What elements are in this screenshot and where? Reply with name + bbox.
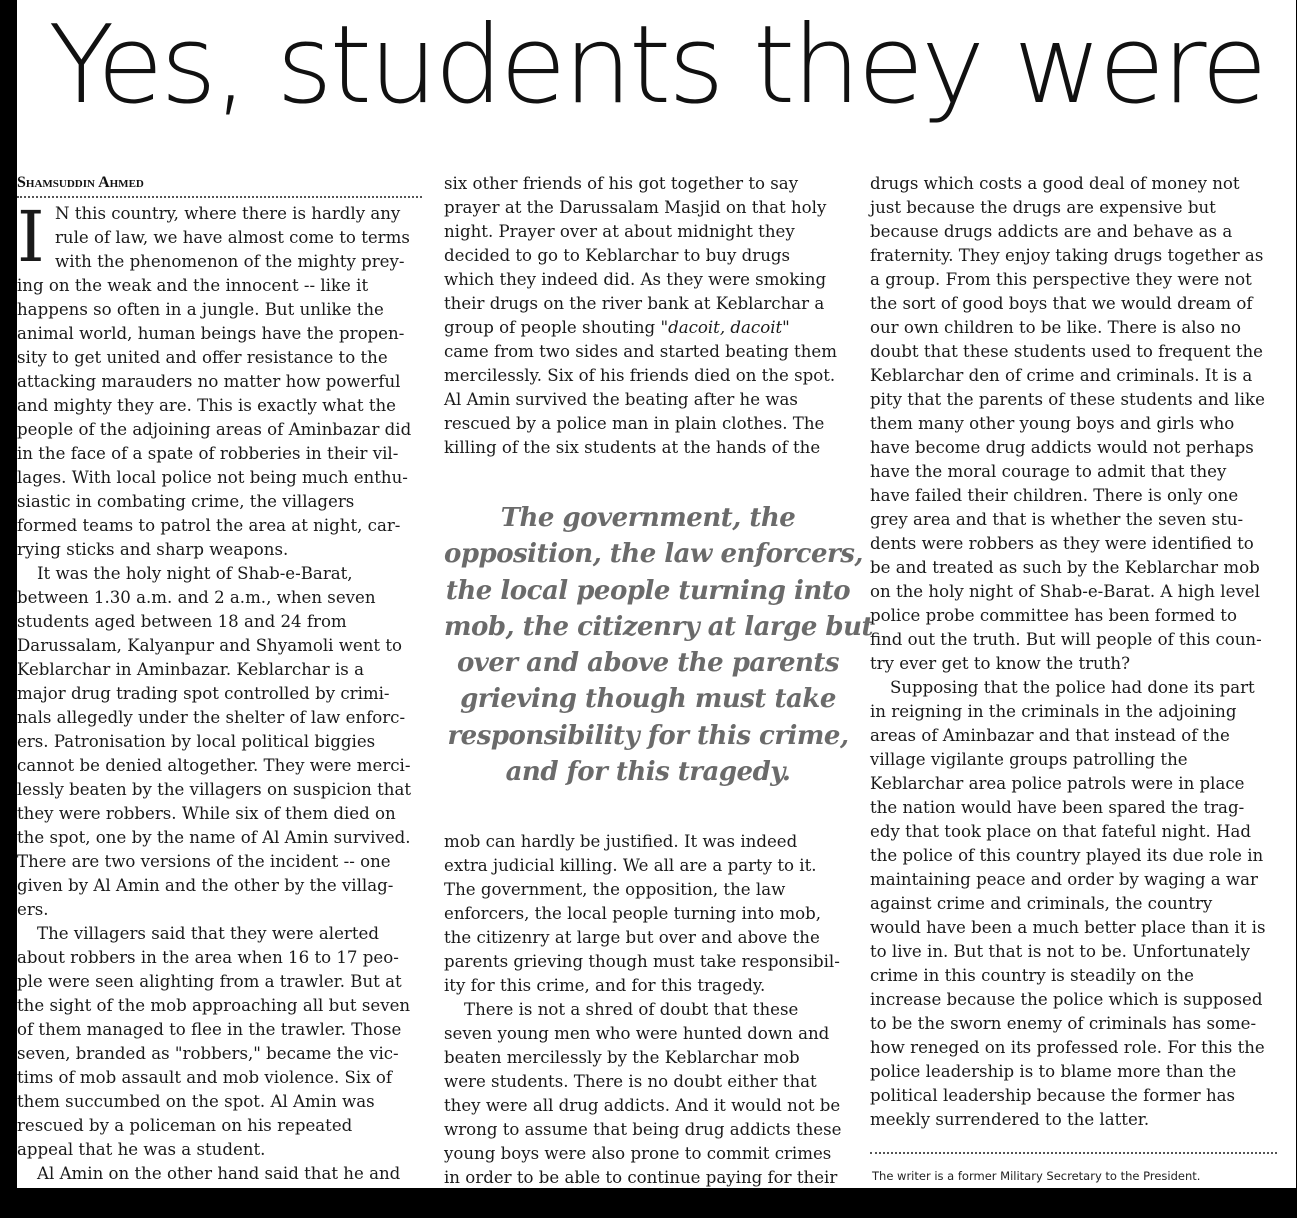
text-line: lessly beaten by the villagers on suspicion that <box>17 780 412 799</box>
text-line: against crime and criminals, the country <box>870 894 1213 913</box>
text-line: lages. With local police not being much enthu- <box>17 468 408 487</box>
text-line: doubt that these students used to frequent the <box>870 342 1263 361</box>
pull-quote-line: The government, the <box>500 503 796 533</box>
text-line: ers. Patronisation by local political biggies <box>17 732 376 751</box>
text-line: Keblarchar in Aminbazar. Keblarchar is a <box>17 660 364 679</box>
text-line: Darussalam, Kalyanpur and Shyamoli went to <box>17 636 403 655</box>
text-line: the sight of the mob approaching all but seven <box>17 996 411 1015</box>
column-2-top <box>444 172 852 460</box>
text-line: ers. <box>17 900 49 919</box>
text-line: wrong to assume that being drug addicts these <box>444 1120 842 1139</box>
text-line: just because the drugs are expensive but <box>870 198 1216 217</box>
text-line: to live in. But that is not to be. Unfortunately <box>870 942 1251 961</box>
text-line: happens so often in a jungle. But unlike the <box>17 300 384 319</box>
text-line: attacking marauders no matter how powerful <box>17 372 401 391</box>
drop-cap: I <box>17 196 45 278</box>
text-line: them many other young boys and girls who <box>870 414 1235 433</box>
text-line: beaten mercilessly by the Keblarchar mob <box>444 1048 800 1067</box>
text-line: increase because the police which is supposed <box>870 990 1263 1009</box>
text-line: Supposing that the police had done its part <box>890 678 1255 697</box>
text-line: rescued by a policeman on his repeated <box>17 1116 353 1135</box>
text-line: mob can hardly be justified. It was indeed <box>444 832 798 851</box>
text-line: ple were seen alighting from a trawler. But at <box>17 972 402 991</box>
text-line: a group. From this perspective they were not <box>870 270 1252 289</box>
text-line: rescued by a police man in plain clothes. The <box>444 414 825 433</box>
text-line: young boys were also prone to commit crimes <box>444 1144 832 1163</box>
pull-quote-line: grieving though must take <box>460 684 836 715</box>
text-line: people of the adjoining areas of Aminbazar did <box>17 420 412 439</box>
text-line: dents were robbers as they were identified to <box>870 534 1254 553</box>
text-line: between 1.30 a.m. and 2 a.m., when seven <box>17 588 376 607</box>
text-line: formed teams to patrol the area at night, car- <box>17 516 401 535</box>
text-line: enforcers, the local people turning into mob, <box>444 904 822 923</box>
text-line: extra judicial killing. We all are a party to it. <box>444 856 817 875</box>
text-line: drugs which costs a good deal of money not <box>870 174 1240 193</box>
text-line: of them managed to flee in the trawler. Those <box>17 1020 402 1039</box>
headline: Yes, students they were <box>48 3 1265 128</box>
text-line: rule of law, we have almost come to terms <box>55 228 410 247</box>
text-line: to be the sworn enemy of criminals has some- <box>870 1014 1257 1033</box>
text-line: grey area and that is whether the seven stu- <box>870 510 1244 529</box>
text-line: prayer at the Darussalam Masjid on that holy <box>444 198 827 217</box>
text-line: killing of the six students at the hands of the <box>444 438 821 457</box>
footnote-divider <box>870 1152 1277 1154</box>
pull-quote-line: responsibility for this crime, <box>447 720 849 751</box>
text-line: about robbers in the area when 16 to 17 peo- <box>17 948 399 967</box>
text-line: cannot be denied altogether. They were merci- <box>17 756 411 775</box>
text-line: the police of this country played its due role in <box>870 846 1264 865</box>
pull-quote-line: and for this tragedy. <box>505 757 791 788</box>
text-line: The government, the opposition, the law <box>444 880 786 899</box>
text-line: nals allegedly under the shelter of law enforc- <box>17 708 406 727</box>
text-line: given by Al Amin and the other by the villag- <box>17 876 394 895</box>
text-fragment: group of people shouting <box>444 318 661 337</box>
text-line: appeal that he was a student. <box>17 1140 266 1159</box>
opening-paragraph <box>17 196 422 562</box>
text-line <box>444 316 852 340</box>
column-1 <box>17 172 422 1186</box>
text-line: would have been a much better place than it is <box>870 918 1266 937</box>
text-line: The villagers said that they were alerted <box>37 924 379 943</box>
text-line: how reneged on its professed role. For this the <box>870 1038 1265 1057</box>
text-line: It was the holy night of Shab-e-Barat, <box>37 564 353 583</box>
text-line: which they indeed did. As they were smoking <box>444 270 827 289</box>
text-line: in order to be able to continue paying for their <box>444 1168 838 1187</box>
text-line: have become drug addicts would not perhaps <box>870 438 1254 457</box>
article-page <box>17 0 1296 1188</box>
text-line: the nation would have been spared the trag- <box>870 798 1245 817</box>
text-line: seven young men who were hunted down and <box>444 1024 830 1043</box>
text-line: six other friends of his got together to say <box>444 174 799 193</box>
text-line: areas of Aminbazar and that instead of the <box>870 726 1230 745</box>
text-line: and mighty they are. This is exactly what the <box>17 396 397 415</box>
text-line: police probe committee has been formed to <box>870 606 1237 625</box>
text-line: meekly surrendered to the latter. <box>870 1110 1150 1129</box>
pull-quote <box>444 500 874 790</box>
text-line: animal world, human beings have the propen- <box>17 324 405 343</box>
text-line: pity that the parents of these students and like <box>870 390 1265 409</box>
text-line: in reigning in the criminals in the adjoining <box>870 702 1237 721</box>
pull-quote-line: opposition, the law enforcers, <box>444 539 863 570</box>
text-line: ity for this crime, and for this tragedy. <box>444 976 766 995</box>
text-line: Al Amin on the other hand said that he and <box>37 1164 401 1183</box>
text-line: have failed their children. There is only one <box>870 486 1239 505</box>
text-line: fraternity. They enjoy taking drugs together as <box>870 246 1264 265</box>
text-line: crime in this country is steadily on the <box>870 966 1194 985</box>
text-line: their drugs on the river bank at Keblarchar a <box>444 294 825 313</box>
text-line: the citizenry at large but over and above the <box>444 928 820 947</box>
pull-quote-line: over and above the parents <box>456 648 840 679</box>
text-line: edy that took place on that fateful night. Had <box>870 822 1252 841</box>
text-line: ing on the weak and the innocent -- like it <box>17 276 369 295</box>
text-line: night. Prayer over at about midnight they <box>444 222 795 241</box>
text-line: the sort of good boys that we would dream of <box>870 294 1253 313</box>
pull-quote-line: mob, the citizenry at large but <box>444 611 874 642</box>
quoted-shout: "dacoit, dacoit" <box>660 318 790 337</box>
text-line: the spot, one by the name of Al Amin survived. <box>17 828 411 847</box>
text-line: find out the truth. But will people of this coun- <box>870 630 1262 649</box>
text-line: maintaining peace and order by waging a war <box>870 870 1258 889</box>
text-line: political leadership because the former has <box>870 1086 1236 1105</box>
text-line: were students. There is no doubt either that <box>444 1072 817 1091</box>
text-line: tims of mob assault and mob violence. Six of <box>17 1068 392 1087</box>
text-line: came from two sides and started beating them <box>444 342 837 361</box>
text-line: major drug trading spot controlled by crimi- <box>17 684 390 703</box>
text-line: our own children to be like. There is also no <box>870 318 1242 337</box>
text-line: have the moral courage to admit that they <box>870 462 1227 481</box>
pull-quote-line: the local people turning into <box>445 575 851 606</box>
column-3 <box>870 172 1275 1132</box>
text-line: Keblarchar den of crime and criminals. It is a <box>870 366 1253 385</box>
text-line: N this country, where there is hardly any <box>55 204 401 223</box>
text-line: decided to go to Keblarchar to buy drugs <box>444 246 791 265</box>
text-line: There are two versions of the incident -- one <box>17 852 391 871</box>
text-line: be and treated as such by the Keblarchar mob <box>870 558 1260 577</box>
text-line: Al Amin survived the beating after he was <box>444 390 798 409</box>
text-line: rying sticks and sharp weapons. <box>17 540 289 559</box>
text-line: There is not a shred of doubt that these <box>464 1000 799 1019</box>
author-footnote: The writer is a former Military Secretary to the President. <box>872 1169 1201 1183</box>
text-line: mercilessly. Six of his friends died on the spot. <box>444 366 836 385</box>
text-line: they were robbers. While six of them died on <box>17 804 396 823</box>
text-line: they were all drug addicts. And it would not be <box>444 1096 841 1115</box>
text-line: parents grieving though must take responsibil- <box>444 952 840 971</box>
text-line: students aged between 18 and 24 from <box>17 612 347 631</box>
text-line: with the phenomenon of the mighty prey- <box>55 252 405 271</box>
text-line: try ever get to know the truth? <box>870 654 1130 673</box>
text-line: sity to get united and offer resistance to the <box>17 348 388 367</box>
text-line: police leadership is to blame more than the <box>870 1062 1237 1081</box>
text-line: village vigilante groups patrolling the <box>870 750 1188 769</box>
text-line: on the holy night of Shab-e-Barat. A high level <box>870 582 1260 601</box>
byline: Shamsuddin Ahmed <box>17 172 422 198</box>
column-2-bottom <box>444 830 852 1188</box>
text-line: seven, branded as "robbers," became the vic- <box>17 1044 399 1063</box>
text-line: siastic in combating crime, the villagers <box>17 492 355 511</box>
text-line: in the face of a spate of robberies in their vil- <box>17 444 399 463</box>
text-line: them succumbed on the spot. Al Amin was <box>17 1092 375 1111</box>
text-line: Keblarchar area police patrols were in place <box>870 774 1245 793</box>
text-line: because drugs addicts are and behave as a <box>870 222 1233 241</box>
